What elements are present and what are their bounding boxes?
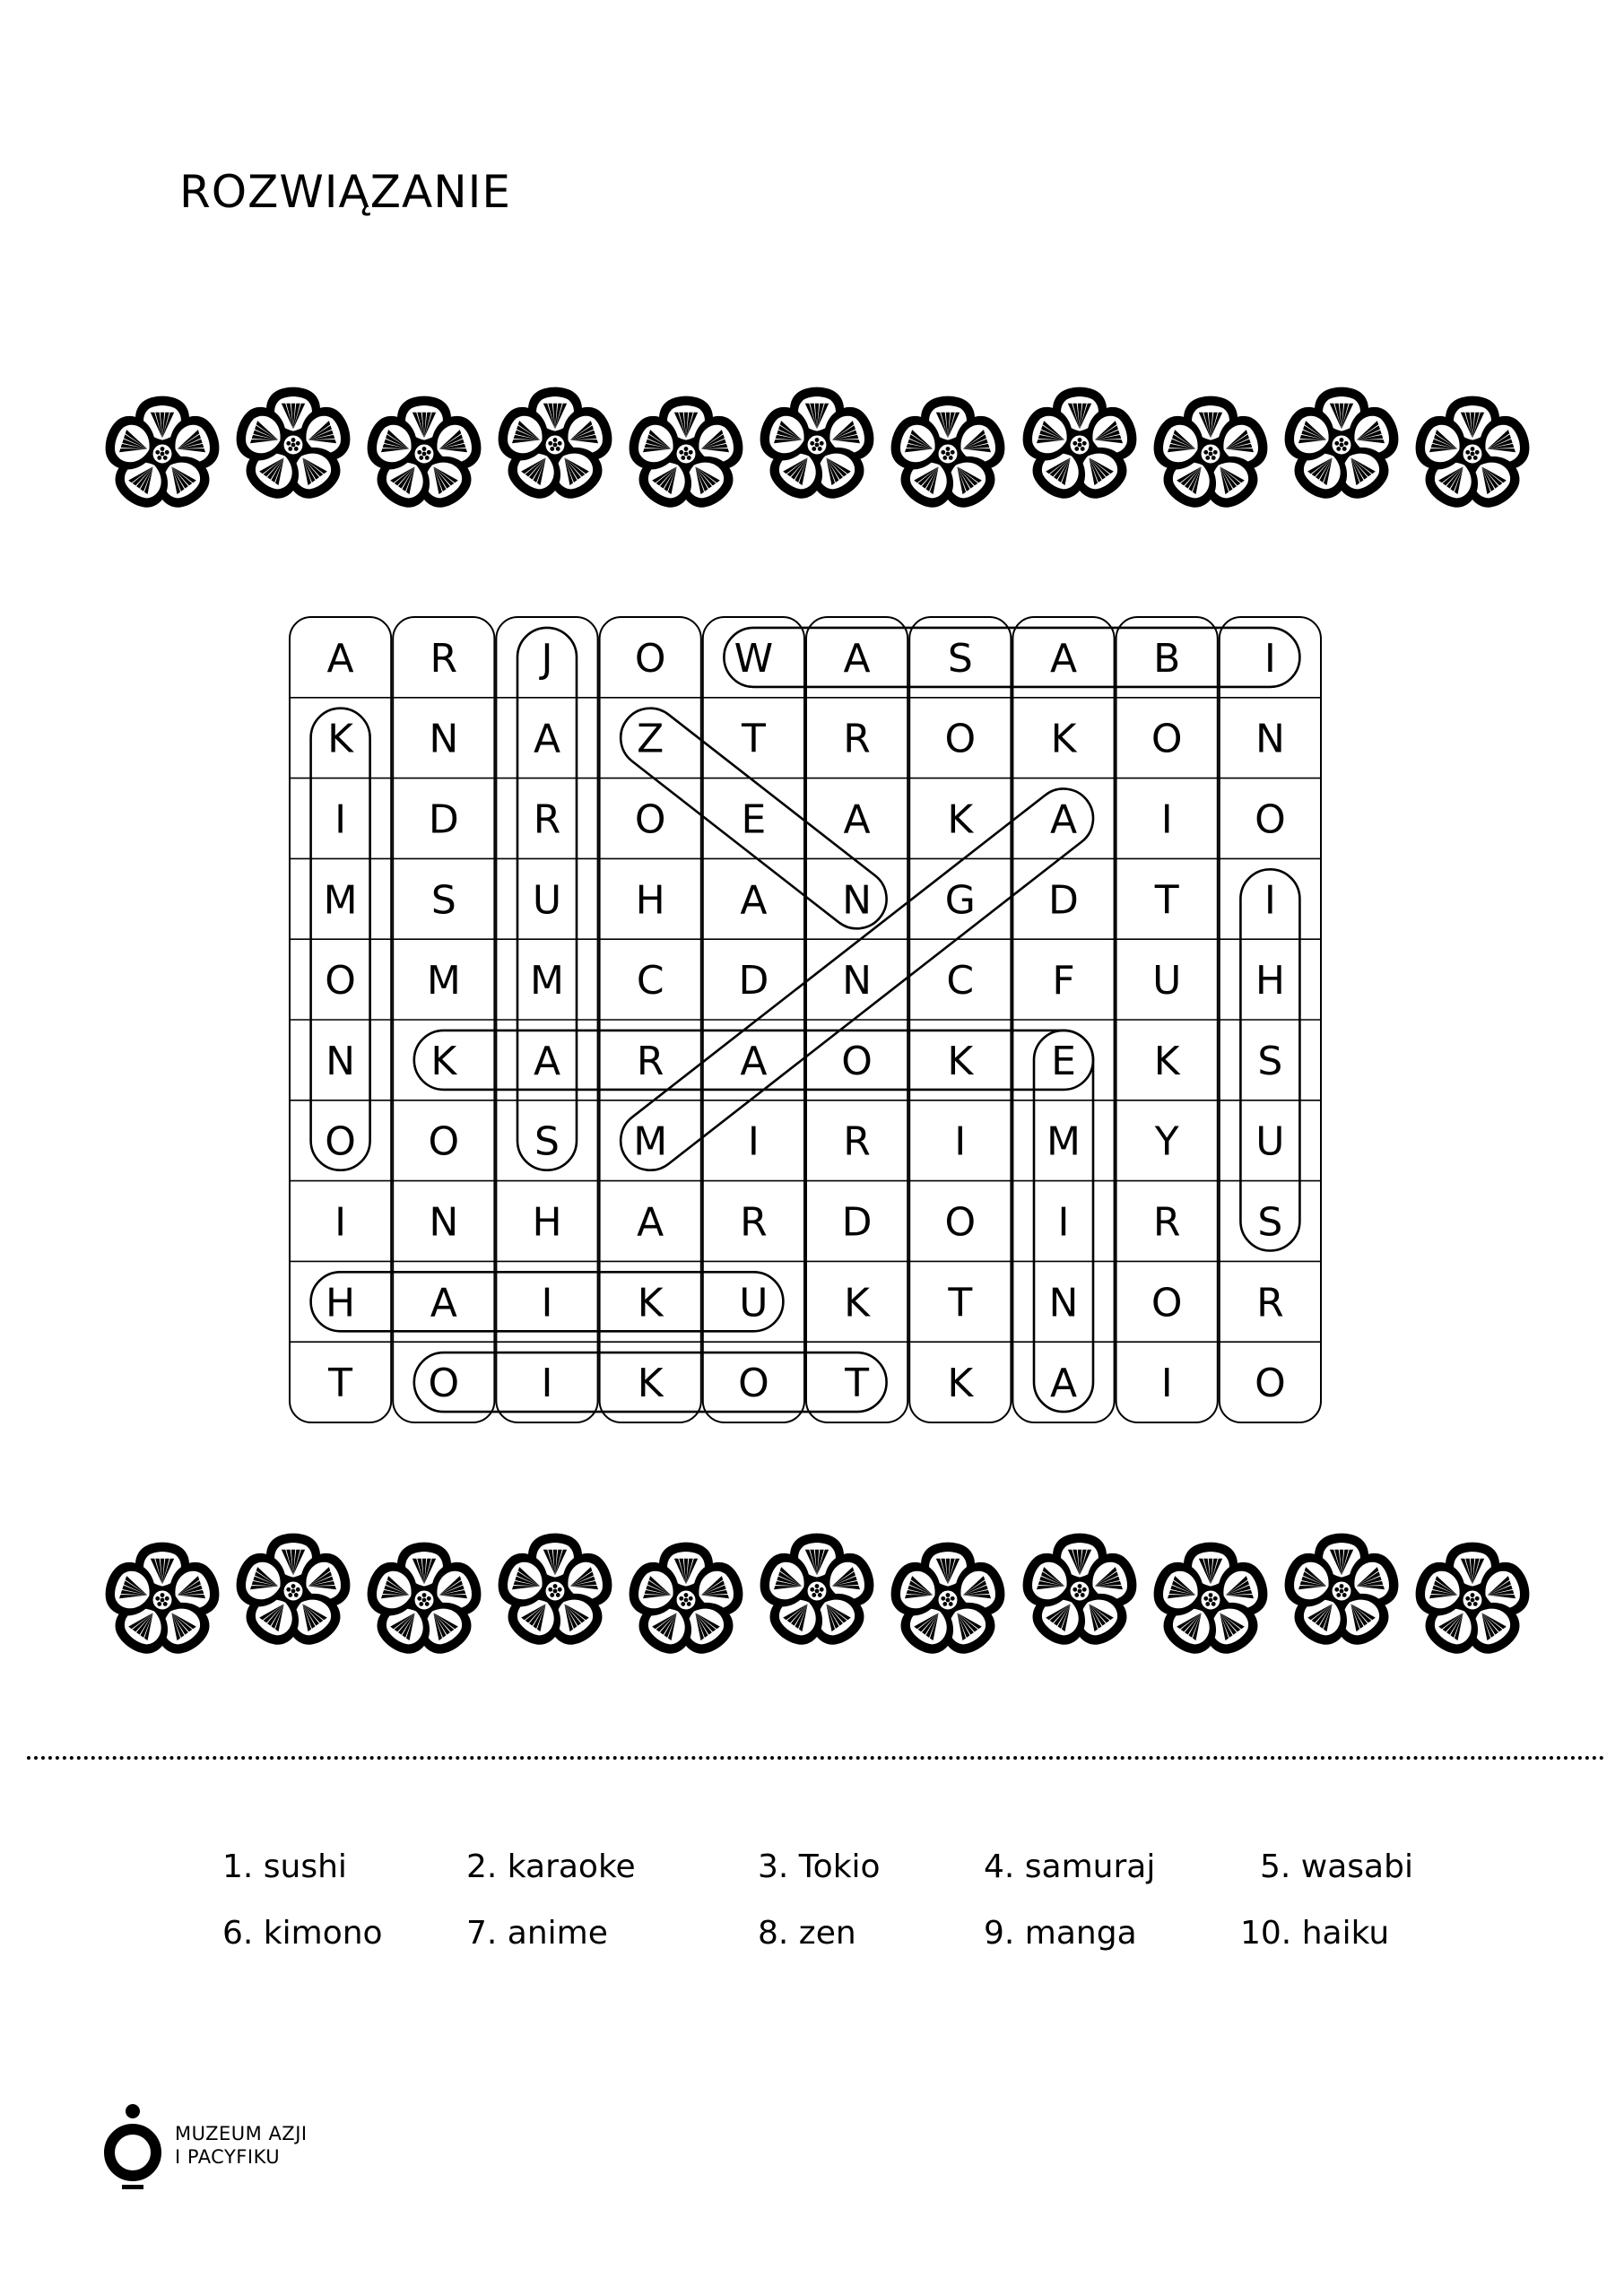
grid-letter: K [947, 1361, 974, 1407]
grid-letter: R [430, 635, 458, 682]
grid-letter: M [633, 1118, 668, 1165]
grid-letter: A [430, 1280, 457, 1326]
grid-letter: A [533, 716, 561, 762]
answer-item: 7. anime [466, 1915, 608, 1952]
museum-name-line2: I PACYFIKU [175, 2146, 281, 2168]
grid-letter: H [532, 1199, 562, 1246]
grid-letter: S [947, 635, 973, 682]
grid-letter: D [738, 958, 769, 1004]
grid-letter: J [541, 635, 553, 682]
grid-letter: N [429, 1199, 459, 1246]
grid-letter: A [637, 1199, 664, 1246]
flower-icon [365, 1541, 483, 1659]
grid-letter: O [428, 1361, 460, 1407]
answer-item: 4. samuraj [984, 1848, 1156, 1885]
grid-letter: R [533, 796, 561, 843]
grid-letter: E [1051, 1038, 1076, 1084]
grid-letter: M [426, 958, 461, 1004]
museum-logo-icon [97, 2099, 169, 2197]
flower-icon [1282, 1532, 1401, 1650]
grid-letter: I [1160, 796, 1173, 843]
grid-letter: O [634, 796, 666, 843]
grid-letter: A [533, 1038, 561, 1084]
museum-name-line1: MUZEUM AZJI [175, 2123, 308, 2144]
grid-letter: I [954, 1118, 967, 1165]
grid-letter: S [430, 877, 456, 924]
grid-letter: N [326, 1038, 356, 1084]
grid-letter: K [637, 1361, 664, 1407]
grid-letter: K [1153, 1038, 1180, 1084]
grid-letter: D [428, 796, 459, 843]
flower-icon [758, 1532, 876, 1650]
grid-letter: D [841, 1199, 873, 1246]
grid-letter: T [948, 1280, 973, 1326]
grid-letter: R [843, 1118, 871, 1165]
grid-letter: O [1255, 796, 1286, 843]
grid-letter: Y [1154, 1118, 1179, 1165]
grid-letter: R [1256, 1280, 1284, 1326]
grid-letter: U [532, 877, 562, 924]
grid-letter: O [841, 1038, 873, 1084]
grid-letter: U [1255, 1118, 1285, 1165]
grid-letter: I [747, 1118, 760, 1165]
grid-letter: T [328, 1361, 353, 1407]
grid-letter: O [1151, 716, 1183, 762]
flower-icon [1020, 1532, 1139, 1650]
grid-letter: A [843, 796, 871, 843]
grid-letter: A [740, 1038, 768, 1084]
grid-letter: I [1264, 877, 1276, 924]
flower-border-bottom [0, 1532, 1624, 1666]
grid-letter: O [634, 635, 666, 682]
grid-letter: K [430, 1038, 457, 1084]
grid-letter: O [325, 958, 356, 1004]
grid-letter: A [740, 877, 768, 924]
grid-letter: B [1153, 635, 1181, 682]
grid-letter: N [429, 716, 459, 762]
answer-item: 3. Tokio [758, 1848, 881, 1885]
grid-letter: M [1046, 1118, 1081, 1165]
grid-letter: A [843, 635, 871, 682]
grid-letter: N [1048, 1280, 1079, 1326]
answer-item: 1. sushi [222, 1848, 347, 1885]
grid-letter: I [1264, 635, 1276, 682]
answer-item: 2. karaoke [466, 1848, 636, 1885]
grid-letter: Z [637, 716, 664, 762]
answer-item: 10. haiku [1240, 1915, 1390, 1952]
grid-letter: K [947, 796, 974, 843]
answer-item: 5. wasabi [1260, 1848, 1413, 1885]
grid-letter: K [637, 1280, 664, 1326]
grid-letter: H [326, 1280, 356, 1326]
grid-letter: I [1160, 1361, 1173, 1407]
grid-letter: N [1255, 716, 1285, 762]
museum-name [175, 2122, 308, 2169]
grid-letter: W [734, 635, 774, 682]
answer-item: 9. manga [984, 1915, 1137, 1952]
grid-letter: E [741, 796, 767, 843]
grid-letter: S [534, 1118, 560, 1165]
grid-letter: R [843, 716, 871, 762]
grid-letter: A [1049, 635, 1078, 682]
flower-icon [889, 1541, 1007, 1659]
grid-letter: N [842, 877, 873, 924]
grid-letter: M [530, 958, 564, 1004]
grid-letter: N [842, 958, 873, 1004]
grid-letter: G [944, 877, 976, 924]
flower-icon [1151, 1541, 1270, 1659]
grid-letter: I [541, 1280, 553, 1326]
grid-letter: K [947, 1038, 974, 1084]
grid-letter: I [1057, 1199, 1070, 1246]
grid-letter: R [1152, 1199, 1181, 1246]
grid-letter: I [334, 1199, 347, 1246]
grid-letter: H [635, 877, 665, 924]
dotted-divider [27, 1756, 1605, 1760]
answer-item: 8. zen [758, 1915, 856, 1952]
grid-letter: D [1048, 877, 1079, 924]
flower-icon [234, 1532, 352, 1650]
page-title: ROZWIĄZANIE [179, 166, 511, 218]
grid-letter: K [1050, 716, 1077, 762]
grid-letter: O [325, 1118, 356, 1165]
grid-letter: F [1052, 958, 1075, 1004]
grid-letter: A [1049, 1361, 1078, 1407]
flower-icon [496, 1532, 614, 1650]
grid-letter: T [741, 716, 766, 762]
grid-letter: O [1151, 1280, 1183, 1326]
grid-letter: R [636, 1038, 664, 1084]
grid-letter: C [636, 958, 664, 1004]
grid-letter: U [739, 1280, 769, 1326]
grid-letter: H [1255, 958, 1285, 1004]
grid-letter: A [1049, 796, 1078, 843]
grid-letter: O [944, 716, 977, 762]
grid-letter: M [323, 877, 358, 924]
grid-letter: I [334, 796, 347, 843]
grid-letter: A [326, 635, 354, 682]
grid-letter: K [844, 1280, 871, 1326]
flower-icon [627, 1541, 745, 1659]
grid-letter: S [1257, 1038, 1283, 1084]
grid-letter: T [845, 1361, 870, 1407]
grid-letter: K [327, 716, 354, 762]
grid-letter: C [946, 958, 975, 1004]
grid-letter: U [1152, 958, 1182, 1004]
grid-letter: O [738, 1361, 769, 1407]
grid-letter: R [740, 1199, 768, 1246]
flower-icon [103, 1541, 221, 1659]
grid-letter: I [541, 1361, 553, 1407]
grid-letter: T [1154, 877, 1179, 924]
grid-letter: O [944, 1199, 977, 1246]
grid-letter: S [1257, 1199, 1283, 1246]
grid-letter: O [1255, 1361, 1286, 1407]
answer-item: 6. kimono [222, 1915, 383, 1952]
grid-letter: O [428, 1118, 460, 1165]
flower-icon [1413, 1541, 1532, 1659]
